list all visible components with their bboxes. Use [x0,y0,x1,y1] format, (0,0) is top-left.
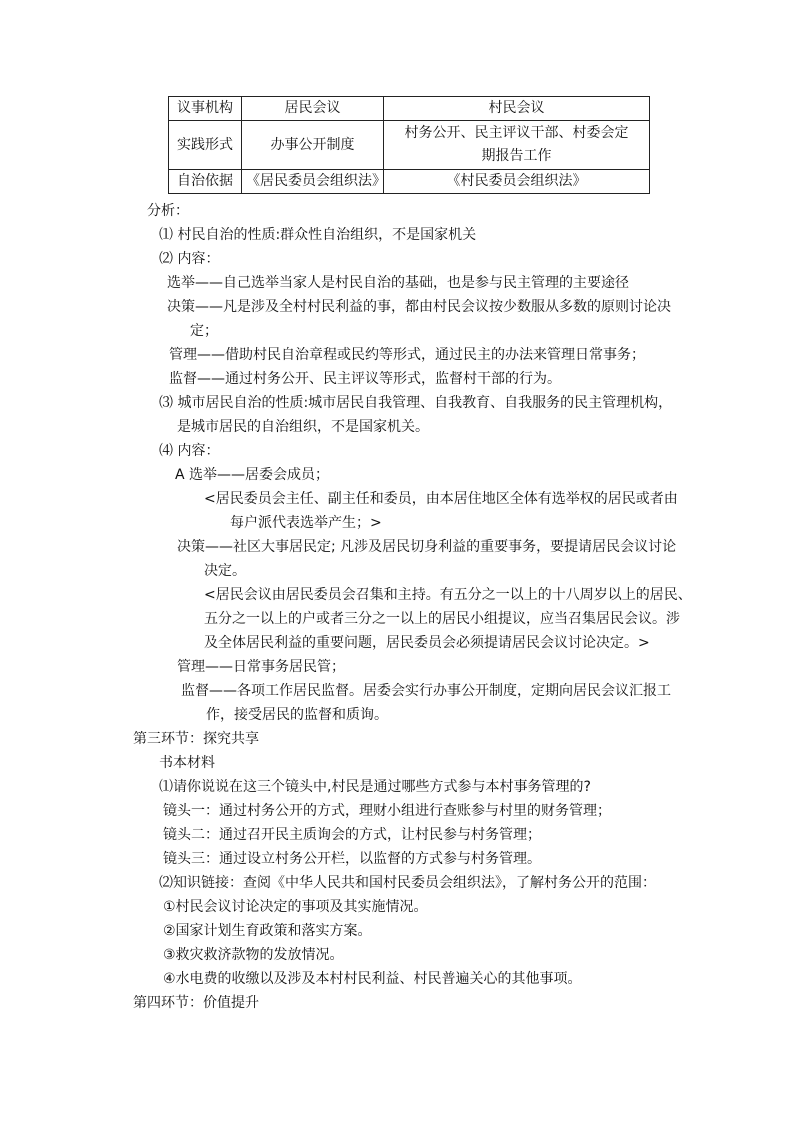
text-line: ⑴ 村民自治的性质:群众性自治组织，不是国家机关 [159,227,477,243]
text-line: 每户派代表选举产生；> [230,515,382,531]
table-cell [384,121,650,170]
text-line: ⑵ 内容： [159,251,220,267]
text-line: ⑵知识链接：查阅《中华人民共和国村民委员会组织法》，了解村务公开的范围： [159,875,656,891]
text-line: 五分之一以上的户或者三分之一以上的居民小组提议，应当召集居民会议。涉 [204,611,680,627]
table-row [169,170,650,194]
text-line: ⑴请你说说在这三个镜头中,村民是通过哪些方式参与本村事务管理的? [159,779,591,795]
table-cell: 实践形式 [169,121,242,170]
text-line: ⑷ 内容： [159,443,220,459]
text-line: ⑶ 城市居民自治的性质:城市居民自我管理、自我教育、自我服务的民主管理机构， [159,395,673,411]
text-line: 镜头一：通过村务公开的方式，理财小组进行查账参与村里的财务管理； [163,803,611,819]
text-line: <居民委员会主任、副主任和委员，由本居住地区全体有选举权的居民或者由 [204,491,678,507]
text-line: 及全体居民利益的重要问题，居民委员会必须提请居民会议讨论决定。> [204,635,650,651]
text-line: A 选举——居委会成员； [175,467,330,483]
text-line: 决策——凡是涉及全村村民利益的事，都由村民会议按少数服从多数的原则讨论决 [167,299,671,315]
text-line: 选举——自己选举当家人是村民自治的基础，也是参与民主管理的主要途径 [167,275,629,291]
table-row [169,97,650,121]
text-line: 监督——通过村务公开、民主评议等形式，监督村干部的行为。 [169,371,561,387]
text-line: 镜头二：通过召开民主质询会的方式，让村民参与村务管理； [163,827,541,843]
table-row [169,121,650,170]
comparison-table [168,96,650,194]
section-heading: 第三环节：探究共享 [133,731,259,747]
text-line: ③救灾救济款物的发放情况。 [163,947,344,963]
text-line: 管理——借助村民自治章程或民约等形式，通过民主的办法来管理日常事务； [169,347,645,363]
table-cell: 《居民委员会组织法》 [242,170,384,194]
text-line: ④水电费的收缴以及涉及本村村民利益、村民普遍关心的其他事项。 [163,971,582,987]
table-cell: 自治依据 [169,170,242,194]
text-line: 是城市居民的自治组织，不是国家机关。 [177,419,429,435]
text-line: 作，接受居民的监督和质询。 [206,707,388,723]
table-cell: 办事公开制度 [242,121,384,170]
section-heading: 第四环节：价值提升 [133,995,259,1011]
cell-line: 村务公开、民主评议干部、村委会定 [404,125,629,141]
table-cell: 议事机构 [169,97,242,121]
table-cell: 居民会议 [242,97,384,121]
text-line: 决定。 [204,563,246,579]
table-cell: 《村民委员会组织法》 [384,170,650,194]
cell-line: 期报告工作 [481,148,552,164]
analysis-heading: 分析： [147,203,189,219]
text-line: 监督——各项工作居民监督。居委会实行办事公开制度，定期向居民会议汇报工 [181,683,671,699]
table-cell: 村民会议 [384,97,650,121]
text-line: ②国家计划生育政策和落实方案。 [163,923,372,939]
text-line: ①村民会议讨论决定的事项及其实施情况。 [163,899,428,915]
text-line: 管理——日常事务居民管； [177,659,345,675]
text-line: 决策——社区大事居民定; 凡涉及居民切身利益的重要事务，要提请居民会议讨论 [177,539,677,555]
text-line: 定； [190,323,218,339]
text-line: 书本材料 [159,755,215,771]
text-line: 镜头三：通过设立村务公开栏，以监督的方式参与村务管理。 [163,851,541,867]
text-line: <居民会议由居民委员会召集和主持。有五分之一以上的十八周岁以上的居民、 [204,587,692,603]
